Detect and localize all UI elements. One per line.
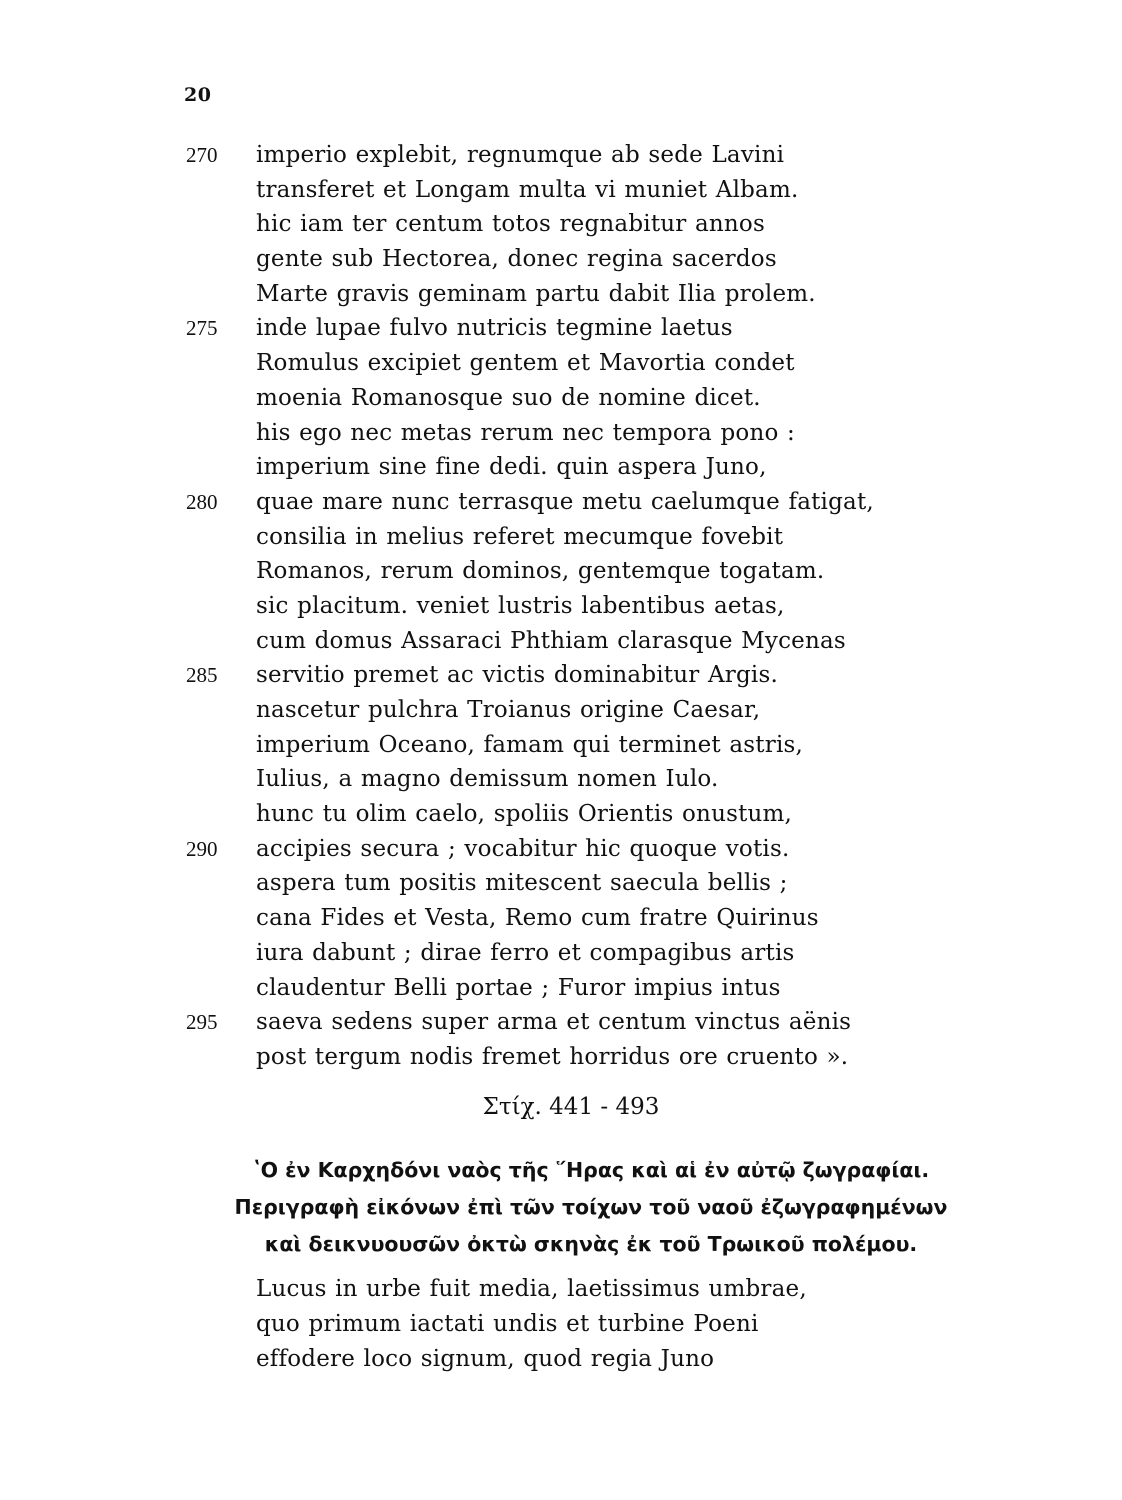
verse-line	[186, 277, 986, 312]
verse-text: nascetur pulchra Troianus origine Caesar,	[256, 697, 761, 723]
verse-line	[186, 728, 986, 763]
verse-line	[186, 450, 986, 485]
verse-line	[186, 624, 986, 659]
verse-text: accipies secura ; vocabitur hic quoque votis.	[256, 835, 790, 862]
line-number: 275	[186, 316, 218, 341]
verse-text: consilia in melius referet mecumque fovebit	[256, 523, 784, 550]
verse-line	[186, 173, 986, 208]
verse-line	[186, 485, 986, 520]
verse-text: Iulius, a magno demissum nomen Iulo.	[256, 766, 719, 793]
verse-line	[186, 693, 986, 728]
verse-line	[186, 971, 986, 1006]
verse-line	[186, 1040, 986, 1075]
verse-line	[186, 901, 986, 936]
verse-line	[186, 554, 986, 589]
verse-text: transferet et Longam multa vi muniet Albam.	[256, 176, 799, 203]
verse-line	[186, 138, 986, 173]
verse-line	[186, 520, 986, 555]
verse-line	[186, 658, 986, 693]
verse-text: quae mare nunc terrasque metu caelumque fatigat,	[256, 488, 874, 515]
verse-line	[186, 762, 986, 797]
verse-text: effodere loco signum, quod regia Juno	[256, 1346, 715, 1372]
verse-text: his ego nec metas rerum nec tempora pono :	[256, 419, 795, 446]
closing-verse-block	[256, 1272, 1016, 1377]
verse-line	[186, 589, 986, 624]
verse-text: Lucus in urbe fuit media, laetissimus umbrae,	[256, 1276, 807, 1302]
line-number: 290	[186, 836, 218, 861]
verse-text: Romanos, rerum dominos, gentemque togatam.	[256, 558, 825, 585]
verse-text: post tergum nodis fremet horridus ore cruento ».	[256, 1043, 849, 1070]
verse-block	[186, 138, 986, 1075]
verse-line	[186, 311, 986, 346]
greek-title	[176, 1152, 1006, 1263]
section-heading: Στίχ. 441 - 493	[482, 1094, 660, 1120]
verse-line	[186, 797, 986, 832]
verse-text: quo primum iactati undis et turbine Poeni	[256, 1311, 759, 1337]
verse-text: hic iam ter centum totos regnabitur annos	[256, 211, 765, 238]
verse-text: inde lupae fulvo nutricis tegmine laetus	[256, 315, 733, 342]
verse-line	[186, 416, 986, 451]
verse-line	[186, 207, 986, 242]
verse-text: hunc tu olim caelo, spoliis Orientis onustum,	[256, 801, 793, 828]
verse-text: imperio explebit, regnumque ab sede Lavini	[256, 142, 785, 168]
line-number: 295	[186, 1010, 218, 1035]
verse-text: aspera tum positis mitescent saecula bellis ;	[256, 870, 788, 897]
verse-text: moenia Romanosque suo de nomine dicet.	[256, 384, 761, 411]
verse-line	[186, 832, 986, 867]
line-number: 280	[186, 489, 218, 514]
verse-text: servitio premet ac victis dominabitur Argis.	[256, 662, 778, 689]
verse-text: gente sub Hectorea, donec regina sacerdos	[256, 246, 777, 273]
verse-text: imperium Oceano, famam qui terminet astris,	[256, 731, 804, 758]
line-number: 270	[186, 143, 218, 167]
greek-title-line: ʽΟ ἐν Καρχηδόνι ναὸς τῆς ῞Ηρας καὶ αἱ ἐν αὐτῷ ζωγραφίαι.	[252, 1158, 930, 1182]
verse-text: saeva sedens super arma et centum vinctus aënis	[256, 1009, 852, 1036]
greek-title-line: καὶ δεικνυουσῶν ὀκτὼ σκηνὰς ἐκ τοῦ Τρωικοῦ πολέμου.	[264, 1232, 918, 1256]
verse-text: Marte gravis geminam partu dabit Ilia prolem.	[256, 280, 816, 307]
verse-line	[186, 866, 986, 901]
verse-text: Romulus excipiet gentem et Mavortia condet	[256, 350, 795, 377]
verse-text: iura dabunt ; dirae ferro et compagibus artis	[256, 939, 795, 966]
verse-line	[186, 381, 986, 416]
verse-text: claudentur Belli portae ; Furor impius intus	[256, 974, 781, 1001]
verse-line	[186, 242, 986, 277]
verse-text: cana Fides et Vesta, Remo cum fratre Quirinus	[256, 905, 819, 932]
page-number: 20	[184, 84, 212, 106]
verse-text: imperium sine fine dedi. quin aspera Juno,	[256, 454, 767, 481]
line-number: 285	[186, 663, 218, 688]
verse-line	[186, 346, 986, 381]
verse-text: cum domus Assaraci Phthiam clarasque Mycenas	[256, 627, 846, 654]
verse-text: sic placitum. veniet lustris labentibus aetas,	[256, 592, 785, 619]
verse-line	[186, 1005, 986, 1040]
greek-title-line: Περιγραφὴ εἰκόνων ἐπὶ τῶν τοίχων τοῦ ναοῦ ἐζωγραφημένων	[234, 1195, 948, 1219]
verse-line	[186, 936, 986, 971]
